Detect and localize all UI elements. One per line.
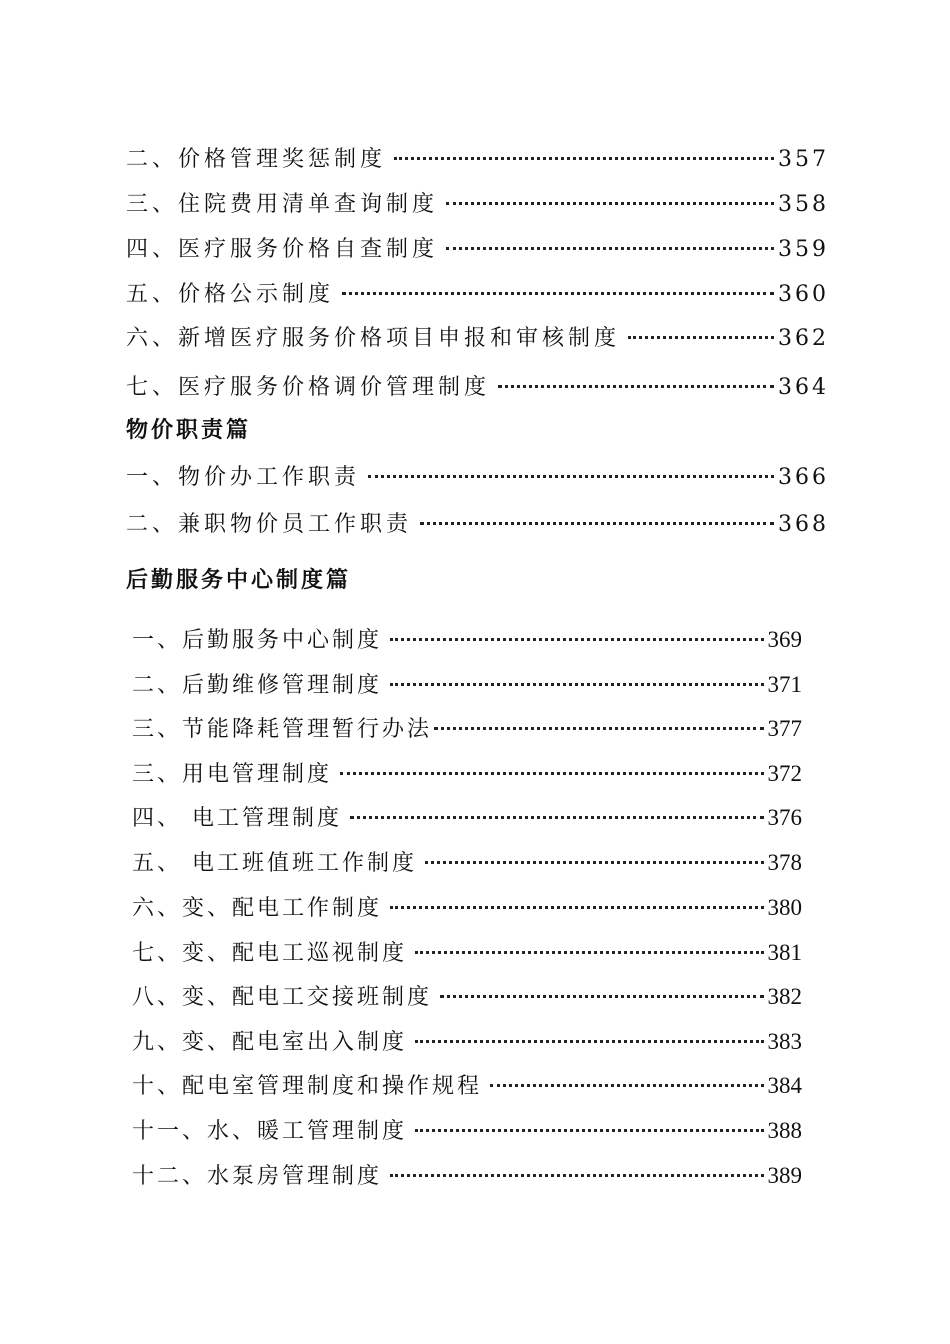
toc-entry[interactable] <box>132 1116 802 1147</box>
dot-leader <box>390 683 763 686</box>
toc-entry[interactable] <box>126 510 829 540</box>
dot-leader <box>415 1129 763 1132</box>
toc-entry[interactable] <box>132 893 802 924</box>
toc-entry-title: 三、用电管理制度 <box>132 762 333 787</box>
toc-entry-title: 二、后勤维修管理制度 <box>132 673 383 698</box>
toc-entry-page: 369 <box>767 627 802 652</box>
dot-leader <box>434 727 763 730</box>
toc-entry-page: 382 <box>767 984 802 1009</box>
toc-entry-title: 三、节能降耗管理暂行办法 <box>132 717 433 742</box>
section-heading: 后勤服务中心制度篇 <box>126 568 352 593</box>
toc-entry-title: 七、变、配电工巡视制度 <box>132 941 408 966</box>
toc-entry[interactable] <box>126 373 829 403</box>
toc-entry-page: 381 <box>767 940 802 965</box>
toc-entry-title: 九、变、配电室出入制度 <box>132 1030 408 1055</box>
toc-entry[interactable] <box>132 670 802 701</box>
dot-leader <box>394 157 774 160</box>
toc-entry-page: 359 <box>778 237 829 262</box>
toc-entry[interactable] <box>126 324 829 354</box>
toc-entry-page: 368 <box>778 512 829 537</box>
toc-entry[interactable] <box>132 625 802 656</box>
dot-leader <box>446 202 774 205</box>
dot-leader <box>390 906 763 909</box>
toc-entry[interactable] <box>126 190 829 220</box>
toc-entry-title: 四、医疗服务价格自查制度 <box>126 237 439 262</box>
toc-entry[interactable] <box>132 938 802 969</box>
dot-leader <box>368 475 774 478</box>
section-heading: 物价职责篇 <box>126 418 252 443</box>
toc-entry-page: 358 <box>778 192 829 217</box>
toc-entry-title: 二、价格管理奖惩制度 <box>126 147 387 172</box>
toc-entry[interactable] <box>132 1027 802 1058</box>
toc-entry-page: 389 <box>767 1163 802 1188</box>
dot-leader <box>420 522 774 525</box>
toc-entry-page: 366 <box>778 465 829 490</box>
toc-entry-page: 371 <box>767 672 802 697</box>
toc-entry-title: 一、物价办工作职责 <box>126 465 361 490</box>
toc-entry-title: 五、价格公示制度 <box>126 282 335 307</box>
toc-entry-page: 364 <box>778 375 829 400</box>
dot-leader <box>350 816 764 819</box>
toc-entry-page: 357 <box>778 147 829 172</box>
toc-entry-title: 一、后勤服务中心制度 <box>132 628 383 653</box>
toc-entry-page: 378 <box>767 850 802 875</box>
dot-leader <box>340 772 763 775</box>
toc-entry-page: 388 <box>767 1118 802 1143</box>
toc-entry[interactable] <box>132 848 802 879</box>
toc-entry[interactable] <box>126 145 829 175</box>
toc-entry-title: 五、 电工班值班工作制度 <box>132 851 417 876</box>
toc-entry-title: 八、变、配电工交接班制度 <box>132 985 433 1010</box>
toc-entry[interactable] <box>132 803 802 834</box>
toc-entry-title: 六、变、配电工作制度 <box>132 896 383 921</box>
dot-leader <box>415 951 763 954</box>
toc-entry-page: 372 <box>767 761 802 786</box>
toc-entry-title: 二、兼职物价员工作职责 <box>126 512 413 537</box>
toc-entry[interactable] <box>126 235 829 265</box>
dot-leader <box>498 385 774 388</box>
dot-leader <box>342 292 774 295</box>
dot-leader <box>446 247 774 250</box>
dot-leader <box>425 861 764 864</box>
dot-leader <box>390 1174 763 1177</box>
toc-entry[interactable] <box>132 714 802 745</box>
toc-entry-page: 376 <box>767 805 802 830</box>
dot-leader <box>490 1084 763 1087</box>
toc-entry-title: 七、医疗服务价格调价管理制度 <box>126 375 491 400</box>
toc-entry-page: 360 <box>778 282 829 307</box>
toc-entry-page: 384 <box>767 1073 802 1098</box>
dot-leader <box>390 638 763 641</box>
toc-entry-title: 三、住院费用清单查询制度 <box>126 192 439 217</box>
toc-entry[interactable] <box>126 463 829 493</box>
toc-entry-title: 十一、水、暖工管理制度 <box>132 1119 408 1144</box>
toc-entry-page: 383 <box>767 1029 802 1054</box>
dot-leader <box>415 1040 763 1043</box>
toc-entry[interactable] <box>126 280 829 310</box>
dot-leader <box>628 336 774 339</box>
toc-entry-title: 六、新增医疗服务价格项目申报和审核制度 <box>126 326 621 351</box>
toc-entry[interactable] <box>132 982 802 1013</box>
toc-entry-title: 十二、水泵房管理制度 <box>132 1164 383 1189</box>
toc-entry[interactable] <box>132 1071 802 1102</box>
dot-leader <box>440 995 763 998</box>
toc-entry-page: 362 <box>778 326 829 351</box>
toc-entry[interactable] <box>132 759 802 790</box>
toc-entry-title: 四、 电工管理制度 <box>132 806 342 831</box>
toc-entry[interactable] <box>132 1161 802 1192</box>
toc-entry-title: 十、配电室管理制度和操作规程 <box>132 1074 483 1099</box>
toc-entry-page: 380 <box>767 895 802 920</box>
toc-entry-page: 377 <box>767 716 802 741</box>
